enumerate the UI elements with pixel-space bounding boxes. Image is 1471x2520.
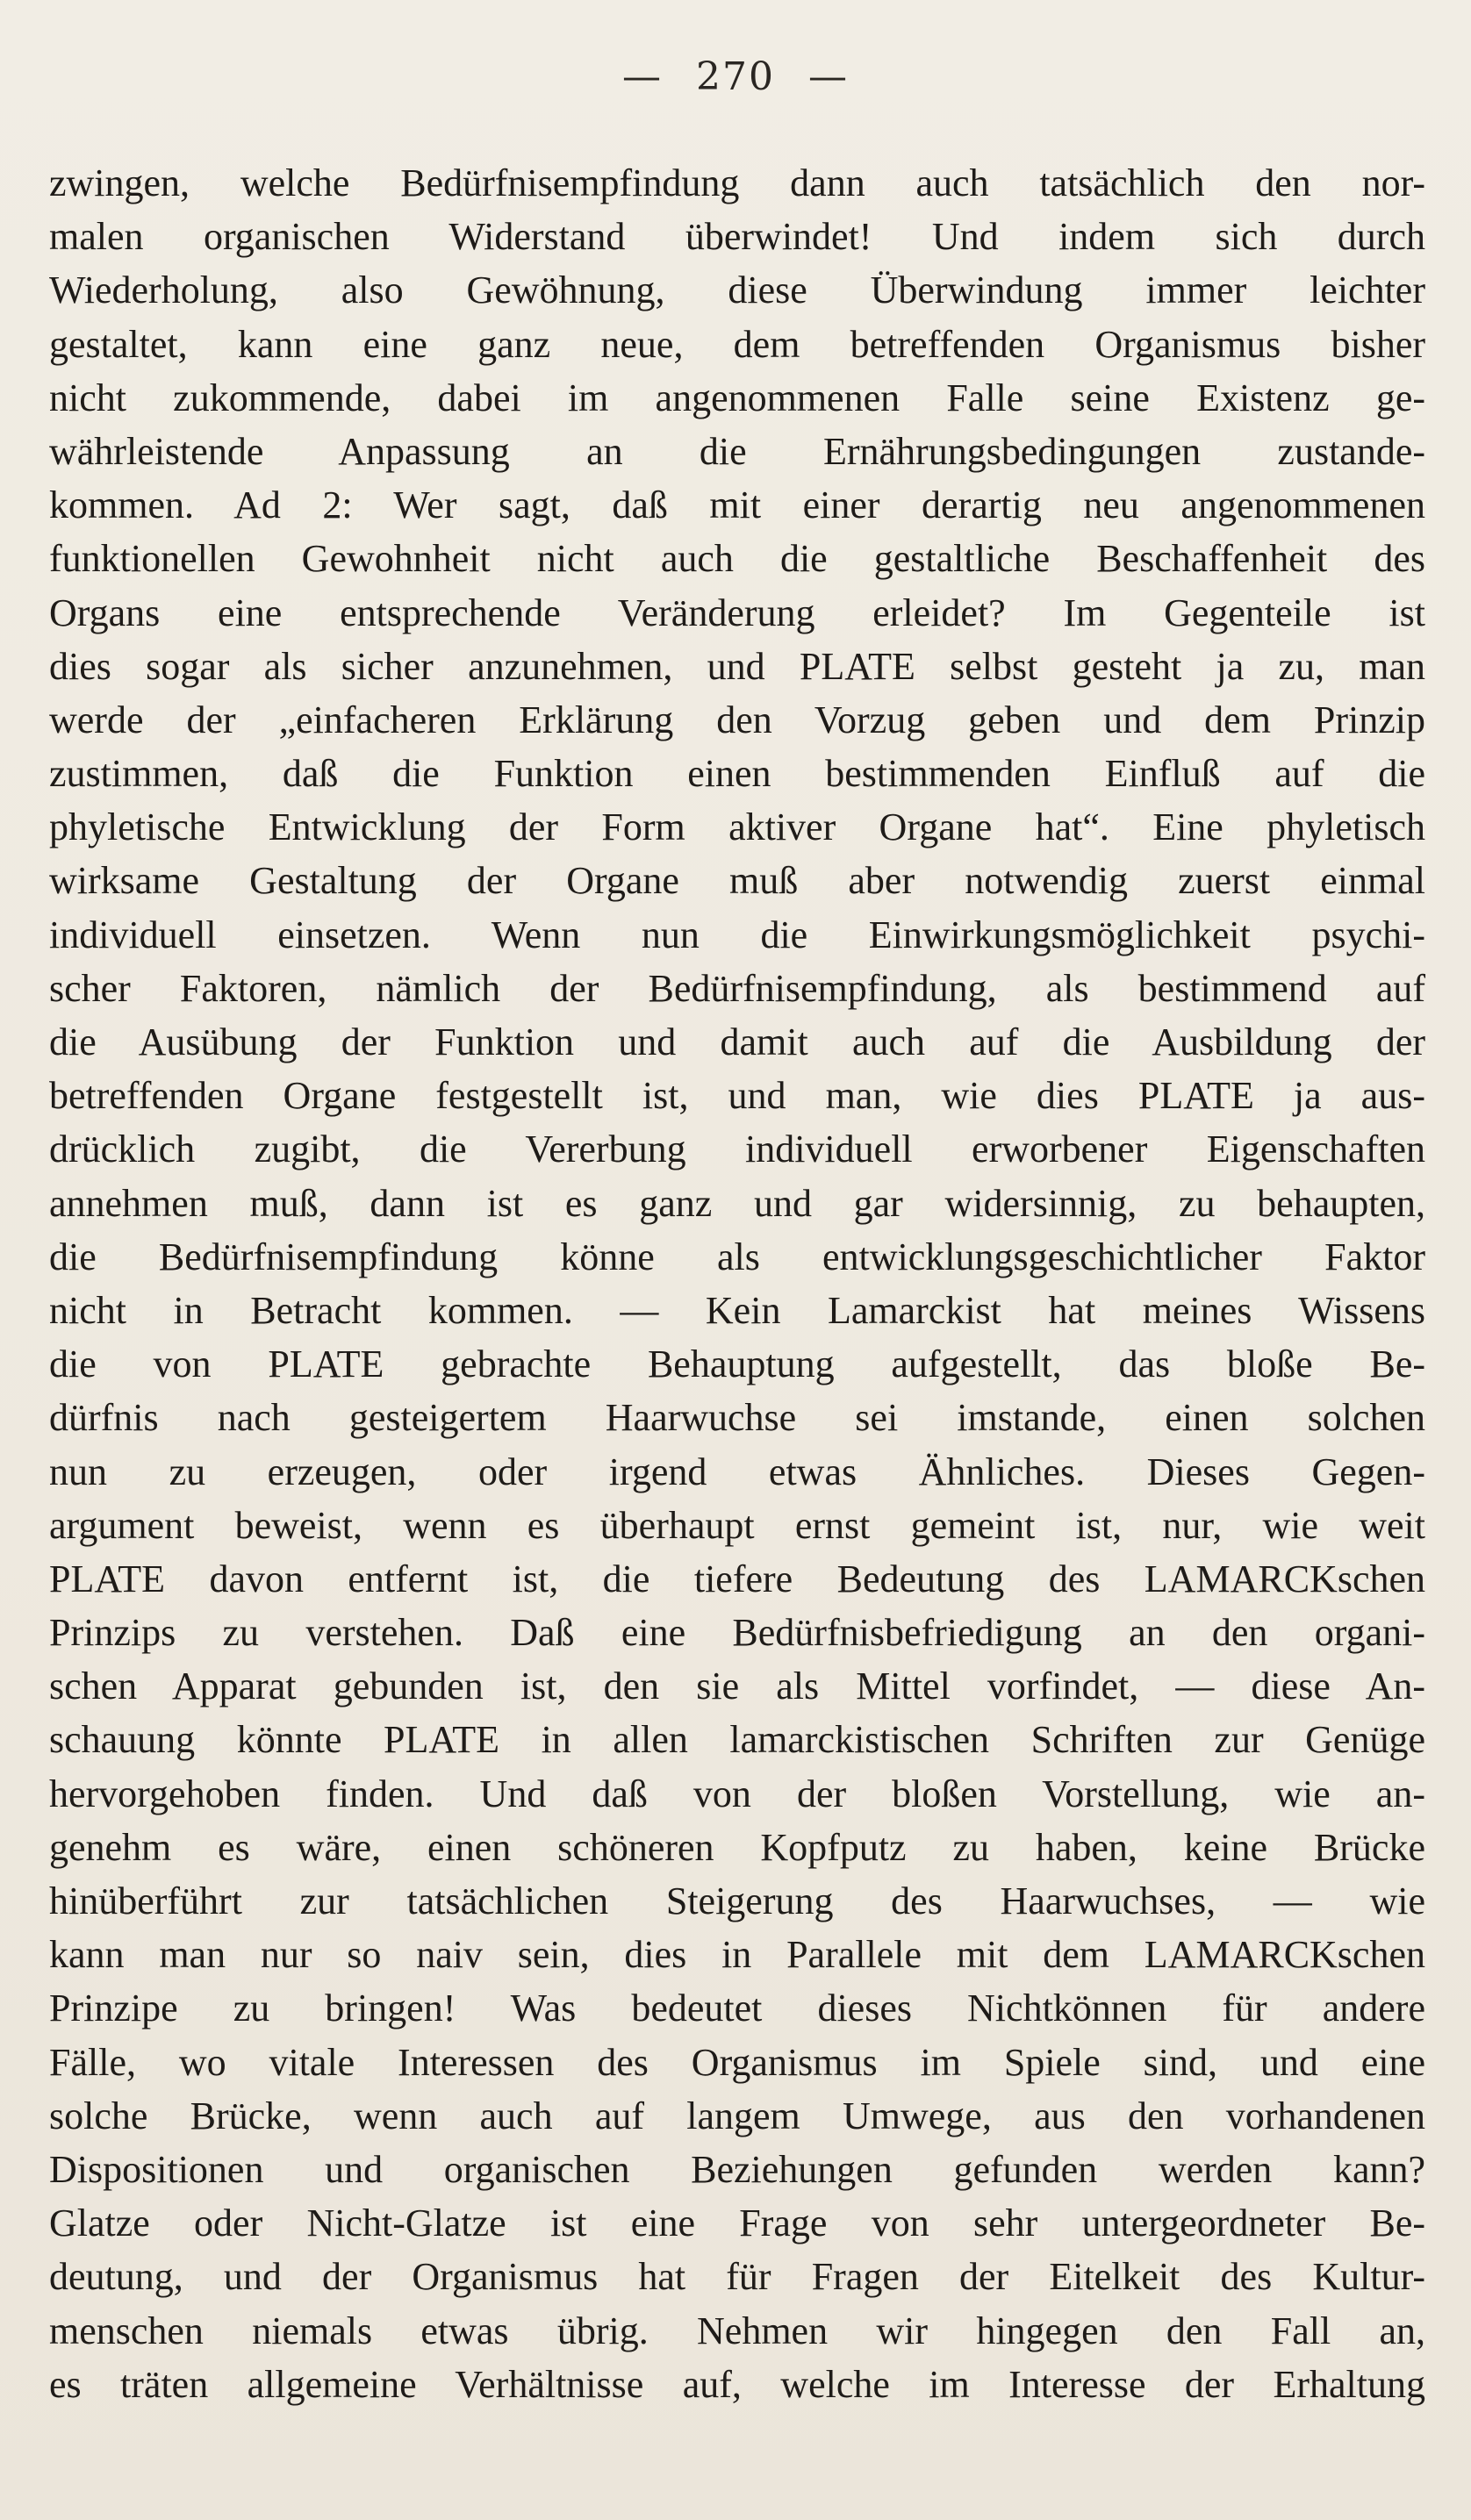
- text-line: hinüberführt zur tatsächlichen Steigerung des Haarwuchses, — wie: [49, 1879, 1425, 1922]
- text-line: nun zu erzeugen, oder irgend etwas Ähnliches. Dieses Gegen-: [49, 1450, 1425, 1493]
- text-line: werde der „einfacheren Erklärung den Vorzug geben und dem Prinzip: [49, 698, 1425, 741]
- text-line: die von PLATE gebrachte Behauptung aufgestellt, das bloße Be-: [49, 1342, 1425, 1386]
- text-line: gestaltet, kann eine ganz neue, dem betreffenden Organismus bisher: [49, 322, 1425, 366]
- text-line: Prinzipe zu bringen! Was bedeutet dieses Nichtkönnen für andere: [49, 1987, 1425, 2030]
- text-line: die Ausübung der Funktion und damit auch auf die Ausbildung der: [49, 1020, 1425, 1063]
- text-line: nicht zukommende, dabei im angenommenen Falle seine Existenz ge-: [49, 376, 1425, 419]
- text-line: kann man nur so naiv sein, dies in Parallele mit dem LAMARCKschen: [49, 1933, 1425, 1977]
- text-line: funktionellen Gewohnheit nicht auch die gestaltliche Beschaffenheit des: [49, 537, 1425, 581]
- text-line: Organs eine entsprechende Veränderung erleidet? Im Gegenteile ist: [49, 591, 1425, 634]
- text-line: zustimmen, daß die Funktion einen bestimmenden Einfluß auf die: [49, 752, 1425, 796]
- body-text: [49, 156, 1425, 2411]
- text-line: Prinzips zu verstehen. Daß eine Bedürfnisbefriedigung an den organi-: [49, 1611, 1425, 1655]
- text-line: annehmen muß, dann ist es ganz und gar widersinnig, zu behaupten,: [49, 1181, 1425, 1225]
- page-number-dash-right: —: [807, 54, 849, 99]
- text-line: Wiederholung, also Gewöhnung, diese Überwindung immer leichter: [49, 268, 1425, 312]
- text-line: die Bedürfnisempfindung könne als entwicklungsgeschichtlicher Faktor: [49, 1235, 1425, 1278]
- text-line: betreffenden Organe festgestellt ist, und man, wie dies PLATE ja aus-: [49, 1074, 1425, 1118]
- text-line: phyletische Entwicklung der Form aktiver Organe hat“. Eine phyletisch: [49, 805, 1425, 849]
- page-number-header: [0, 54, 1471, 99]
- text-line: deutung, und der Organismus hat für Fragen der Eitelkeit des Kultur-: [49, 2255, 1425, 2299]
- text-line: hervorgehoben finden. Und daß von der bloßen Vorstellung, wie an-: [49, 1772, 1425, 1815]
- text-line: dies sogar als sicher anzunehmen, und PLATE selbst gesteht ja zu, man: [49, 644, 1425, 688]
- text-line: PLATE davon entfernt ist, die tiefere Bedeutung des LAMARCKschen: [49, 1557, 1425, 1600]
- page-number-dash-left: —: [622, 54, 663, 99]
- text-line: kommen. Ad 2: Wer sagt, daß mit einer derartig neu angenommenen: [49, 483, 1425, 527]
- text-line: nicht in Betracht kommen. — Kein Lamarckist hat meines Wissens: [49, 1288, 1425, 1332]
- page-number: 270: [696, 54, 775, 99]
- text-line: Dispositionen und organischen Beziehungen gefunden werden kann?: [49, 2147, 1425, 2191]
- text-line: malen organischen Widerstand überwindet! Und indem sich durch: [49, 215, 1425, 259]
- text-line: menschen niemals etwas übrig. Nehmen wir hingegen den Fall an,: [49, 2309, 1425, 2352]
- text-line: wirksame Gestaltung der Organe muß aber notwendig zuerst einmal: [49, 859, 1425, 903]
- text-line: währleistende Anpassung an die Ernährungsbedingungen zustande-: [49, 429, 1425, 473]
- text-line: individuell einsetzen. Wenn nun die Einwirkungsmöglichkeit psychi-: [49, 913, 1425, 956]
- text-line: schauung könnte PLATE in allen lamarckistischen Schriften zur Genüge: [49, 1718, 1425, 1762]
- text-line: zwingen, welche Bedürfnisempfindung dann auch tatsächlich den nor-: [49, 161, 1425, 204]
- text-line: scher Faktoren, nämlich der Bedürfnisempfindung, als bestimmend auf: [49, 966, 1425, 1010]
- text-line: dürfnis nach gesteigertem Haarwuchse sei imstande, einen solchen: [49, 1396, 1425, 1440]
- text-line: es träten allgemeine Verhältnisse auf, welche im Interesse der Erhaltung: [49, 2362, 1425, 2406]
- text-line: Glatze oder Nicht-Glatze ist eine Frage von sehr untergeordneter Be-: [49, 2201, 1425, 2245]
- text-line: solche Brücke, wenn auch auf langem Umwege, aus den vorhandenen: [49, 2094, 1425, 2137]
- text-line: drücklich zugibt, die Vererbung individuell erworbener Eigenschaften: [49, 1128, 1425, 1171]
- text-line: Fälle, wo vitale Interessen des Organismus im Spiele sind, und eine: [49, 2040, 1425, 2084]
- text-line: argument beweist, wenn es überhaupt ernst gemeint ist, nur, wie weit: [49, 1503, 1425, 1547]
- text-line: genehm es wäre, einen schöneren Kopfputz zu haben, keine Brücke: [49, 1825, 1425, 1869]
- text-line: schen Apparat gebunden ist, den sie als Mittel vorfindet, — diese An-: [49, 1664, 1425, 1708]
